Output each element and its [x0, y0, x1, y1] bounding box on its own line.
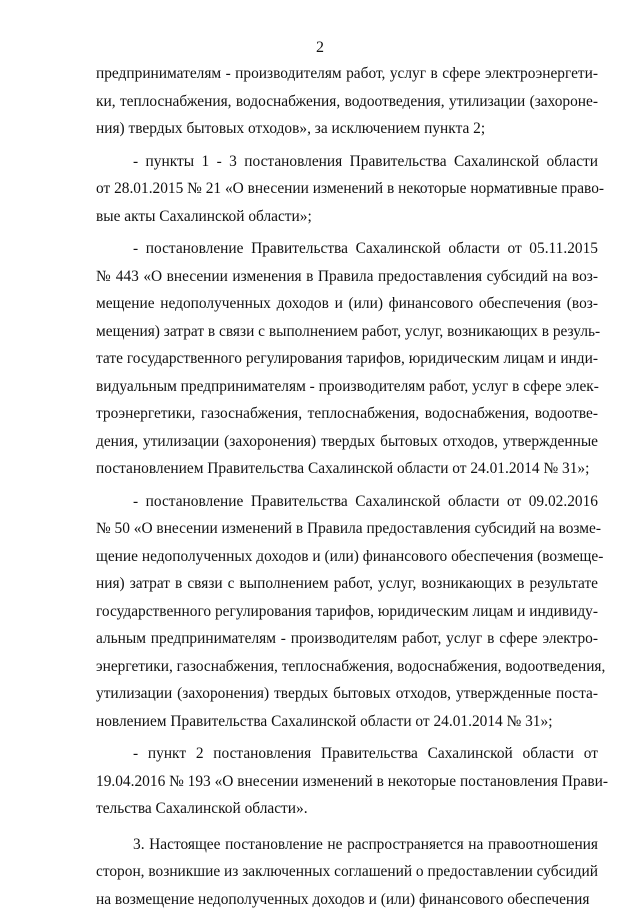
paragraph — [96, 740, 598, 823]
text-line: № 50 «О внесении изменений в Правила предоставления субсидий на возме- — [96, 515, 598, 543]
text-line: видуальным предпринимателям - производителям работ, услуг в сфере элек- — [96, 373, 598, 401]
document-body — [96, 60, 598, 913]
paragraph — [96, 148, 598, 231]
text-line: ния) затрат в связи с выполнением работ, услуг, возникающих в результате — [96, 570, 598, 598]
paragraph — [96, 60, 598, 143]
text-line: мещение недополученных доходов и (или) финансового обеспечения (воз- — [96, 290, 598, 318]
text-line: новлением Правительства Сахалинской области от 24.01.2014 № 31»; — [96, 708, 598, 736]
text-line: 19.04.2016 № 193 «О внесении изменений в некоторые постановления Прави- — [96, 768, 598, 796]
text-line: ки, теплоснабжения, водоснабжения, водоотведения, утилизации (захороне- — [96, 88, 598, 116]
text-line: дения, утилизации (захоронения) твердых бытовых отходов, утвержденные — [96, 428, 598, 456]
text-line: 3. Настоящее постановление не распространяется на правоотношения — [96, 831, 598, 859]
text-line: - постановление Правительства Сахалинской области от 09.02.2016 — [96, 488, 598, 516]
text-line: утилизации (захоронения) твердых бытовых отходов, утвержденные поста- — [96, 680, 598, 708]
paragraph — [96, 488, 598, 736]
text-line: вые акты Сахалинской области»; — [96, 203, 598, 231]
text-line: государственного регулирования тарифов, юридическим лицам и индивиду- — [96, 598, 598, 626]
text-line: тате государственного регулирования тарифов, юридическим лицам и инди- — [96, 345, 598, 373]
text-line: на возмещение недополученных доходов и (или) финансового обеспечения — [96, 886, 598, 913]
text-line: - постановление Правительства Сахалинской области от 05.11.2015 — [96, 235, 598, 263]
text-line: предпринимателям - производителям работ, услуг в сфере электроэнергети- — [96, 60, 598, 88]
text-line: троэнергетики, газоснабжения, теплоснабжения, водоснабжения, водоотве- — [96, 400, 598, 428]
paragraph — [96, 235, 598, 483]
text-line: энергетики, газоснабжения, теплоснабжения, водоснабжения, водоотведения, — [96, 653, 598, 681]
text-line: от 28.01.2015 № 21 «О внесении изменений в некоторые нормативные право- — [96, 175, 598, 203]
page-number: 2 — [0, 38, 640, 58]
text-line: мещения) затрат в связи с выполнением работ, услуг, возникающих в резуль- — [96, 318, 598, 346]
text-line: сторон, возникшие из заключенных соглашений о предоставлении субсидий — [96, 858, 598, 886]
text-line: щение недополученных доходов и (или) финансового обеспечения (возмеще- — [96, 543, 598, 571]
text-line: альным предпринимателям - производителям работ, услуг в сфере электро- — [96, 625, 598, 653]
text-line: - пункт 2 постановления Правительства Сахалинской области от — [96, 740, 598, 768]
text-line: постановлением Правительства Сахалинской области от 24.01.2014 № 31»; — [96, 455, 598, 483]
text-line: № 443 «О внесении изменения в Правила предоставления субсидий на воз- — [96, 263, 598, 291]
paragraph — [96, 831, 598, 913]
text-line: - пункты 1 - 3 постановления Правительства Сахалинской области — [96, 148, 598, 176]
text-line: тельства Сахалинской области». — [96, 795, 598, 823]
text-line: ния) твердых бытовых отходов», за исключением пункта 2; — [96, 115, 598, 143]
